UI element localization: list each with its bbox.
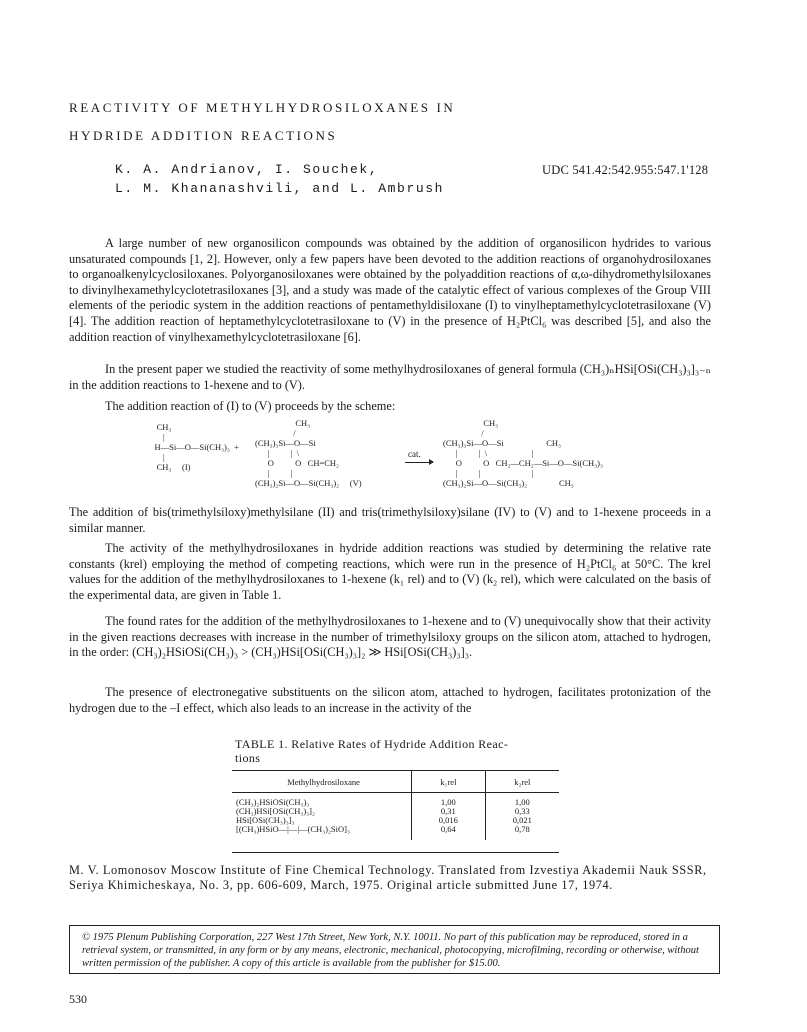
institution-note: M. V. Lomonosov Moscow Institute of Fine Chemical Technology. Translated from Izvestiya Akademii Nauk SSSR, Seriya Khimicheskaya, No. 3, pp. 606-609, March, 1975. Original article submitted June 17, 1974. (69, 863, 707, 892)
header-k1rel: k₁rel (412, 771, 485, 793)
cell-k1rel: 0,016 (412, 816, 485, 825)
title-line-2: HYDRIDE ADDITION REACTIONS (69, 128, 338, 143)
cell-compound: HSi[OSi(CH₃)₃]₃ (236, 815, 295, 825)
scheme-arrow-label: cat. (408, 449, 421, 459)
table-caption (235, 737, 575, 765)
table-header-row (232, 771, 559, 793)
table-caption-line-1: TABLE 1. Relative Rates of Hydride Addition Reac- (235, 737, 509, 751)
title-line-1: REACTIVITY OF METHYLHYDROSILOXANES IN (69, 100, 456, 115)
paragraph-block-5 (69, 541, 711, 603)
paragraph-5: The activity of the methylhydrosiloxanes in hydride addition reactions was studied by determining the relative rate constants (krel) employing the method of competing reactions, which were run in the presence of H₂PtCl₆ at 50°C. The krel values for the addition of the methylhydrosiloxanes to 1-hexene (k₁ rel) and to (V) (k₂ rel), which were calculated on the basis of the experimental data, are given in Table 1. (69, 541, 711, 602)
cell-k2rel: 1,00 (485, 793, 559, 808)
cell-k1rel: 0,64 (412, 825, 485, 840)
table-bottom-rule (232, 852, 559, 853)
copyright-box (69, 925, 720, 974)
udc-code: UDC 541.42:542.955:547.1'128 (542, 163, 709, 177)
scheme-reactant-2: CH₃ / (CH₃)₃Si—O—Si | | \ O O CH=CH₂ | | (CH₃)₂Si—O—Si(CH₃)₂ (V) (255, 418, 362, 488)
table-row (232, 825, 559, 840)
paragraph-4: The addition of bis(trimethylsiloxy)methylsilane (II) and tris(trimethylsiloxy)silane (IV) to (V) and to 1-hexene proceeds in a similar manner. (69, 505, 711, 535)
header-methylhydrosiloxane: Methylhydrosiloxane (232, 771, 412, 793)
cell-k2rel: 0,33 (485, 807, 559, 816)
page-number: 530 (69, 992, 87, 1006)
table-row (232, 793, 559, 808)
scheme-reactant-1: CH₃ | H—Si—O—Si(CH₃)₃ + | CH₃ (I) (154, 422, 239, 472)
cell-compound: [(CH₃)HSiO—|—|—(CH₃)₂SiO]₃ (236, 824, 350, 834)
rates-table (232, 770, 559, 840)
copyright-text: © 1975 Plenum Publishing Corporation, 227 West 17th Street, New York, N.Y. 10011. No part of this publication may be reproduced, stored in a retrieval system, or transmitted, in any form or by any means, electronic, mechanical, photocopying, microfilming, recording or otherwise, without written permission of the publisher. A copy of this article is available from the publisher for $15.00. (82, 932, 699, 969)
paragraph-6: The found rates for the addition of the methylhydrosiloxanes to 1-hexene and to (V) unequivocally show that their activity in the given reactions decreases with increase in the number of trimethylsiloxy groups on the silicon atom, attached to hydrogen, in the order: (CH₃)₂HSiOSi(CH₃)₃ > (CH₃)HSi[OSi(CH₃)₃]₂ ≫ HSi[OSi(CH₃)₃]₃. (69, 614, 711, 660)
scheme-product: CH₃ / (CH₃)₃Si—O—Si CH₃ | | \ | O O CH₂—CH₂—Si—O—Si(CH₃)₃ | | | (CH₃)₂Si—O—Si(CH₃)₂ CH₃ (443, 418, 603, 488)
paragraph-7: The presence of electronegative substituents on the silicon atom, attached to hydrogen, facilitates protonization of the hydrogen due to the –I effect, which also leads to an increase in the activity of the (69, 685, 711, 715)
cell-k2rel: 0,78 (485, 825, 559, 840)
paragraph-block-7 (69, 685, 711, 716)
paragraph-block-2 (69, 362, 711, 393)
header-k2rel: k₂rel (485, 771, 559, 793)
table-caption-line-2: tions (235, 751, 261, 765)
cell-k2rel: 0,021 (485, 816, 559, 825)
paragraph-block-3 (69, 399, 711, 415)
cell-compound: (CH₃)₂HSiOSi(CH₃)₃ (236, 797, 310, 807)
authors-line-2: L. M. Khananashvili, and L. Ambrush (115, 181, 445, 196)
cell-k1rel: 0,31 (412, 807, 485, 816)
cell-compound: (CH₃)HSi[OSi(CH₃)₃]₂ (236, 806, 315, 816)
cell-k1rel: 1,00 (412, 793, 485, 808)
paragraph-block-4 (69, 505, 711, 536)
paragraph-intro (69, 236, 711, 345)
paragraph-1: A large number of new organosilicon compounds was obtained by the addition of organosilicon hydrides to various unsaturated compounds [1, 2]. However, only a few papers have been devoted to the addition reactions of organohydrosiloxanes to organoalkenylcyclosiloxanes. Polyorganosiloxanes were obtained by the polyaddition reactions of α,ω-dihydromethylsiloxanes to divinylhexamethylcyclotetrasiloxanes [3], and a study was made of the catalytic effect of various complexes of the Group VIII elements of the periodic system in the addition reactions of pentamethyldisiloxane (I) to vinylheptamethylcyclotetrasiloxane (V) [4]. The addition reaction of heptamethylcyclotetrasiloxane to (V) in the presence of H₂PtCl₆ was described [5], and also the addition reaction of vinylhexamethylcyclotetrasiloxane [6]. (69, 236, 711, 344)
paragraph-2: In the present paper we studied the reactivity of some methylhydrosiloxanes of general formula (CH₃)ₙHSi[OSi(CH₃)₃]₃₋ₙ in the addition reactions to 1-hexene and to (V). (69, 362, 711, 392)
authors-line-1: K. A. Andrianov, I. Souchek, (115, 162, 379, 177)
paragraph-block-6 (69, 614, 711, 661)
paragraph-3: The addition reaction of (I) to (V) proceeds by the scheme: (105, 399, 396, 413)
scheme-arrow-head (429, 459, 434, 465)
